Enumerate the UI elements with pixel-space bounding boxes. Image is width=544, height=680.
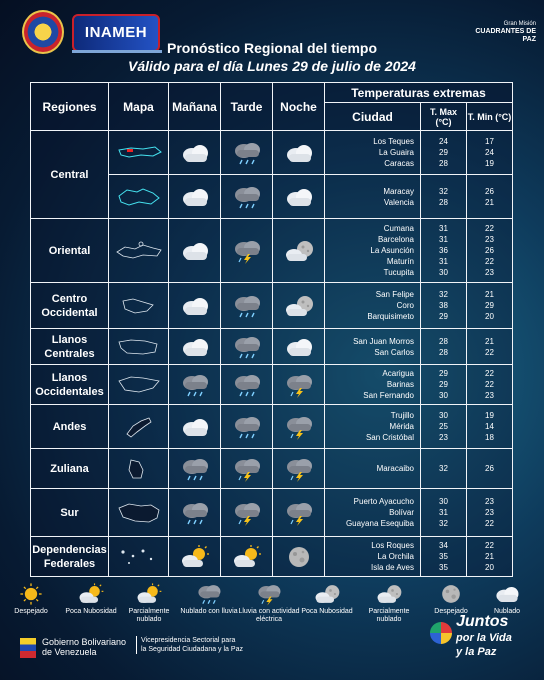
morning-cell	[169, 219, 221, 283]
tmin-value: 26	[485, 246, 494, 255]
region-name: Llanos Occidentales	[31, 365, 109, 405]
cloudy-icon	[282, 140, 316, 166]
city-list	[325, 283, 421, 329]
tmin-value: 22	[485, 519, 494, 528]
region-name: Sur	[31, 489, 109, 537]
region-map-icon	[113, 372, 165, 398]
morning-cell	[169, 329, 221, 365]
table-row	[31, 537, 513, 577]
gobierno-logo	[20, 634, 130, 664]
region-name: Dependencias Federales	[31, 537, 109, 577]
night-cell	[273, 131, 325, 175]
city-name: Isla de Aves	[371, 563, 414, 572]
tmin-value: 21	[485, 290, 494, 299]
tmax-list	[421, 537, 467, 577]
storm-icon	[282, 500, 316, 526]
tmax-value: 29	[439, 148, 448, 157]
city-name: Tucupita	[383, 268, 414, 277]
tmin-value: 23	[485, 508, 494, 517]
storm-icon	[230, 238, 264, 264]
tmax-value: 31	[439, 224, 448, 233]
tmax-value: 28	[439, 336, 448, 346]
region-map	[109, 175, 169, 219]
city-name: Los Teques	[373, 137, 414, 146]
legend-label: Nublado	[493, 608, 521, 615]
header-extremes: Temperaturas extremas	[325, 83, 513, 103]
moon-icon	[436, 582, 466, 606]
tmax-value: 38	[439, 301, 448, 310]
city-name: Valencia	[383, 197, 414, 207]
tmax-value: 32	[439, 186, 448, 196]
sun-cloud-icon	[230, 544, 264, 570]
tmin-value: 22	[485, 380, 494, 389]
cloudy-icon	[178, 334, 212, 360]
table-row	[31, 405, 513, 449]
city-name: Maturín	[386, 257, 414, 266]
region-map-icon	[113, 456, 165, 482]
tmax-value: 32	[439, 290, 448, 299]
afternoon-cell	[221, 175, 273, 219]
city-name: Barquisimeto	[367, 312, 414, 321]
rain-icon	[230, 334, 264, 360]
region-map-icon	[113, 500, 165, 526]
table-row	[31, 489, 513, 537]
legend-label: Parcialmente nublado	[368, 608, 410, 623]
tmax-value: 35	[439, 552, 448, 561]
rain-icon	[178, 372, 212, 398]
morning-cell	[169, 405, 221, 449]
header-tmin: T. Min (°C)	[467, 103, 513, 131]
tmin-value: 18	[485, 433, 494, 442]
morning-cell	[169, 131, 221, 175]
vice-line-1: Vicepresidencia Sectorial para	[141, 637, 236, 644]
legend-item	[420, 582, 482, 616]
storm-icon	[282, 456, 316, 482]
night-cloudy-icon	[374, 582, 404, 606]
tmax-value: 23	[439, 433, 448, 442]
city-name: Puerto Ayacucho	[353, 497, 414, 506]
tmin-value: 19	[485, 411, 494, 420]
tmax-value: 36	[439, 246, 448, 255]
legend-label: Parcialmente nublado	[128, 608, 170, 623]
cloudy-icon	[178, 238, 212, 264]
city-name: La Guaira	[378, 148, 414, 157]
tmin-list	[467, 365, 513, 405]
city-name: San Fernando	[363, 391, 414, 400]
legend-item	[358, 582, 420, 624]
rain-icon	[178, 500, 212, 526]
tmax-value: 31	[439, 508, 448, 517]
city-name: Caracas	[384, 159, 414, 168]
city-name: Trujillo	[390, 411, 414, 420]
legend-label: Lluvia con actividad eléctrica	[238, 608, 300, 623]
city-list	[325, 175, 421, 219]
tmin-value: 17	[485, 137, 494, 146]
tmax-list	[421, 329, 467, 365]
storm-icon	[254, 582, 284, 606]
tmin-value: 14	[485, 422, 494, 431]
night-cell	[273, 365, 325, 405]
city-name: Acarigua	[382, 369, 414, 378]
brand-line-1: Gran Misión	[503, 21, 536, 27]
tmin-list	[467, 131, 513, 175]
header-regions: Regiones	[31, 83, 109, 131]
sun-cloud-icon	[178, 544, 212, 570]
city-name: Los Roques	[371, 541, 414, 550]
rain-icon	[230, 414, 264, 440]
city-list	[325, 489, 421, 537]
tmax-value: 30	[439, 497, 448, 506]
night-cloudy-icon	[282, 293, 316, 319]
rain-icon	[230, 184, 264, 210]
tmin-value: 20	[485, 312, 494, 321]
tmin-value: 20	[485, 563, 494, 572]
cloudy-icon	[282, 334, 316, 360]
storm-icon	[282, 372, 316, 398]
tmax-list	[421, 365, 467, 405]
morning-cell	[169, 365, 221, 405]
region-name: Oriental	[31, 219, 109, 283]
tmax-value: 29	[439, 312, 448, 321]
afternoon-cell	[221, 219, 273, 283]
storm-icon	[282, 414, 316, 440]
rain-icon	[178, 456, 212, 482]
legend-label: Despejado	[434, 608, 468, 615]
city-name: Maracaibo	[376, 464, 414, 473]
region-map	[109, 537, 169, 577]
tmax-value: 34	[439, 541, 448, 550]
city-name: Mérida	[389, 422, 414, 431]
storm-icon	[230, 456, 264, 482]
region-map-icon	[113, 140, 165, 166]
tmin-value: 21	[485, 197, 494, 207]
rain-icon	[230, 372, 264, 398]
city-list	[325, 131, 421, 175]
legend-item	[118, 582, 180, 624]
tmax-value: 28	[439, 197, 448, 207]
morning-cell	[169, 489, 221, 537]
legend-label: Poca Nubosidad	[65, 608, 117, 615]
tmin-list	[467, 329, 513, 365]
tmin-list	[467, 489, 513, 537]
region-map-icon	[113, 544, 165, 570]
region-map	[109, 489, 169, 537]
cloudy-icon	[178, 414, 212, 440]
tmax-value: 30	[439, 268, 448, 277]
tmax-value: 31	[439, 257, 448, 266]
legend-label: Nublado con lluvia	[180, 608, 238, 615]
header-night: Noche	[273, 83, 325, 131]
table-row	[31, 219, 513, 283]
night-cloudy-icon	[282, 238, 316, 264]
table-row	[31, 283, 513, 329]
region-map	[109, 405, 169, 449]
city-name: San Juan Morros	[353, 336, 414, 346]
tmax-value: 30	[439, 411, 448, 420]
morning-cell	[169, 175, 221, 219]
brand-line-2: CUADRANTES DE PAZ	[475, 28, 536, 43]
tmax-list	[421, 489, 467, 537]
night-cell	[273, 405, 325, 449]
tmin-value: 23	[485, 497, 494, 506]
city-name: Coro	[396, 301, 414, 310]
tmin-list	[467, 449, 513, 489]
afternoon-cell	[221, 365, 273, 405]
tmax-value: 24	[439, 137, 448, 146]
city-name: Barcelona	[377, 235, 414, 244]
tmin-value: 24	[485, 148, 494, 157]
city-name: San Cristóbal	[365, 433, 414, 442]
night-cell	[273, 283, 325, 329]
vicepresidencia-label	[136, 636, 311, 654]
tmin-value: 22	[485, 541, 494, 550]
region-map	[109, 329, 169, 365]
table-body	[31, 131, 513, 577]
morning-cell	[169, 537, 221, 577]
city-list	[325, 449, 421, 489]
region-name: Central	[31, 131, 109, 219]
table-row	[31, 329, 513, 365]
tmax-list	[421, 219, 467, 283]
afternoon-cell	[221, 131, 273, 175]
city-name: La Asunción	[370, 246, 414, 255]
city-name: Bolívar	[389, 508, 414, 517]
legend-item	[60, 582, 122, 616]
tmin-value: 22	[485, 347, 494, 357]
tmax-list	[421, 405, 467, 449]
tmax-value: 32	[439, 519, 448, 528]
legend-item	[238, 582, 300, 624]
region-map-icon	[113, 238, 165, 264]
tmin-list	[467, 537, 513, 577]
juntos-por-la-vida-logo	[430, 614, 540, 664]
city-list	[325, 537, 421, 577]
night-cell	[273, 329, 325, 365]
tmin-value: 26	[485, 464, 494, 473]
region-map	[109, 365, 169, 405]
city-name: Cumana	[383, 224, 414, 233]
rain-icon	[230, 140, 264, 166]
morning-cell	[169, 449, 221, 489]
header	[0, 0, 544, 84]
afternoon-cell	[221, 283, 273, 329]
header-map: Mapa	[109, 83, 169, 131]
night-cell	[273, 219, 325, 283]
juntos-line-3: y la Paz	[456, 646, 497, 658]
region-map	[109, 219, 169, 283]
region-map-icon	[113, 334, 165, 360]
tmin-value: 22	[485, 369, 494, 378]
tmin-value: 23	[485, 391, 494, 400]
tmin-value: 19	[485, 159, 494, 168]
legend-item	[178, 582, 240, 616]
page-title: Pronóstico Regional del tiempo	[166, 40, 378, 56]
gov-line-2: de Venezuela	[42, 647, 97, 657]
region-map	[109, 131, 169, 175]
header-afternoon: Tarde	[221, 83, 273, 131]
city-list	[325, 405, 421, 449]
tmax-list	[421, 449, 467, 489]
cloudy-icon	[282, 184, 316, 210]
tmin-value: 22	[485, 257, 494, 266]
tmin-value: 21	[485, 336, 494, 346]
header-tmax: T. Max (°C)	[421, 103, 467, 131]
vice-line-2: la Seguridad Ciudadana y la Paz	[141, 646, 243, 653]
region-map	[109, 449, 169, 489]
storm-icon	[230, 500, 264, 526]
afternoon-cell	[221, 449, 273, 489]
tmax-value: 35	[439, 563, 448, 572]
night-cloudy-icon	[312, 582, 342, 606]
night-cell	[273, 175, 325, 219]
tmin-value: 23	[485, 235, 494, 244]
morning-cell	[169, 283, 221, 329]
tmin-list	[467, 283, 513, 329]
tmin-value: 21	[485, 552, 494, 561]
afternoon-cell	[221, 405, 273, 449]
tmax-value: 28	[439, 159, 448, 168]
legend-item	[0, 582, 62, 616]
cloudy-icon	[178, 184, 212, 210]
region-map-icon	[113, 414, 165, 440]
city-name: San Carlos	[374, 347, 414, 357]
rain-icon	[230, 293, 264, 319]
afternoon-cell	[221, 489, 273, 537]
night-cell	[273, 449, 325, 489]
tmax-list	[421, 131, 467, 175]
afternoon-cell	[221, 329, 273, 365]
rain-icon	[194, 582, 224, 606]
juntos-ball-icon	[430, 622, 452, 644]
legend-label: Poca Nubosidad	[301, 608, 353, 615]
city-name: La Orchila	[377, 552, 414, 561]
tmax-value: 32	[439, 464, 448, 473]
table-row	[31, 365, 513, 405]
sun-cloud-icon	[76, 582, 106, 606]
region-map	[109, 283, 169, 329]
gov-line-1: Gobierno Bolivariano	[42, 637, 127, 647]
legend-item	[296, 582, 358, 616]
forecast-table	[30, 82, 513, 577]
tmax-value: 28	[439, 347, 448, 357]
juntos-line-1: Juntos	[456, 613, 509, 630]
legend-label: Despejado	[14, 608, 48, 615]
tmax-value: 29	[439, 369, 448, 378]
table-row	[31, 131, 513, 175]
tmax-value: 25	[439, 422, 448, 431]
night-cell	[273, 537, 325, 577]
tmax-list	[421, 175, 467, 219]
moon-icon	[282, 544, 316, 570]
legend-item	[476, 582, 538, 616]
region-name: Zuliana	[31, 449, 109, 489]
region-name: Centro Occidental	[31, 283, 109, 329]
tmin-list	[467, 175, 513, 219]
city-name: Barinas	[386, 380, 414, 389]
city-name: Guayana Esequiba	[345, 519, 414, 528]
region-name: Andes	[31, 405, 109, 449]
afternoon-cell	[221, 537, 273, 577]
sun-cloud-icon	[134, 582, 164, 606]
region-name: Llanos Centrales	[31, 329, 109, 365]
cloudy-icon	[178, 140, 212, 166]
night-cell	[273, 489, 325, 537]
tmin-value: 23	[485, 268, 494, 277]
tmax-value: 29	[439, 380, 448, 389]
tmax-value: 31	[439, 235, 448, 244]
table-row	[31, 449, 513, 489]
tmax-list	[421, 283, 467, 329]
cloudy-icon	[492, 582, 522, 606]
sun-icon	[16, 582, 46, 606]
cloudy-icon	[178, 293, 212, 319]
city-list	[325, 219, 421, 283]
tmin-list	[467, 405, 513, 449]
juntos-line-2: por la Vida	[456, 632, 512, 644]
city-list	[325, 365, 421, 405]
inameh-logo: INAMEH	[72, 14, 160, 52]
region-map-icon	[113, 293, 165, 319]
city-name: San Felipe	[375, 290, 414, 299]
tmin-value: 29	[485, 301, 494, 310]
city-name: Maracay	[383, 186, 414, 196]
tmin-value: 26	[485, 186, 494, 196]
header-morning: Mañana	[169, 83, 221, 131]
tmin-value: 22	[485, 224, 494, 233]
venezuela-flag-icon	[20, 638, 36, 658]
tmax-value: 30	[439, 391, 448, 400]
header-city: Ciudad	[325, 103, 421, 131]
region-map-icon	[113, 184, 165, 210]
tmin-list	[467, 219, 513, 283]
city-list	[325, 329, 421, 365]
page-subtitle: Válido para el día Lunes 29 de julio de 2024	[128, 58, 416, 74]
